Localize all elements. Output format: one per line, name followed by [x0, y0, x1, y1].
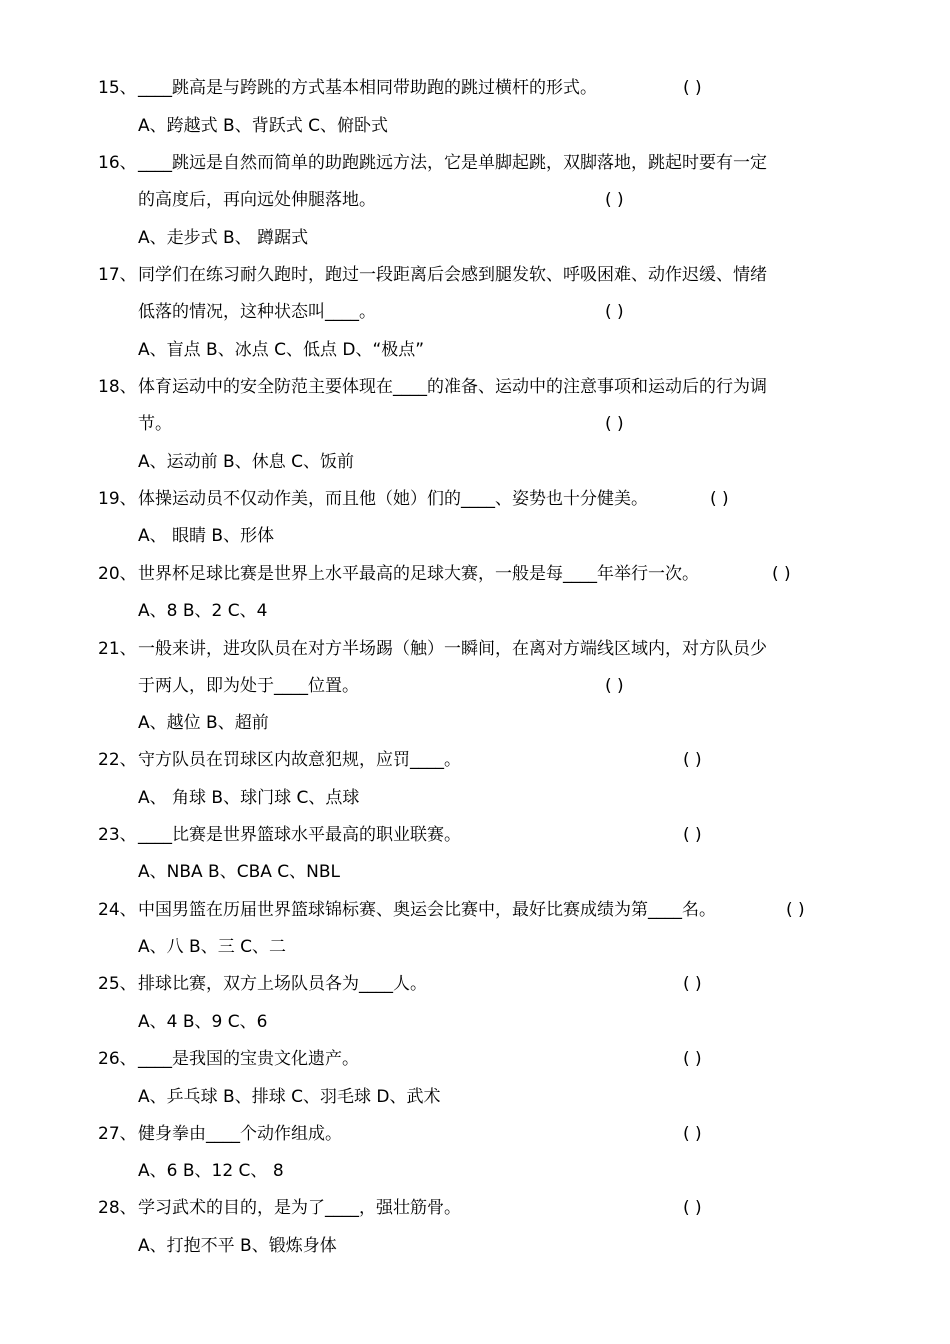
question-text: 中国男篮在历届世界篮球锦标赛、奥运会比赛中，最好比赛成绩为第____名。: [138, 900, 716, 920]
question-options: A、打抱不平 B、锻炼身体: [138, 1236, 337, 1256]
question-options: A、6 B、12 C、 8: [138, 1161, 284, 1181]
answer-blank: ( ): [605, 302, 624, 322]
question-options: A、越位 B、超前: [138, 713, 269, 733]
question-options: A、 角球 B、球门球 C、点球: [138, 788, 360, 808]
question-options: A、运动前 B、休息 C、饭前: [138, 452, 354, 472]
answer-blank: ( ): [605, 676, 624, 696]
question-number: 18、: [98, 377, 137, 397]
question-options: A、8 B、2 C、4: [138, 601, 268, 621]
question-text: 同学们在练习耐久跑时，跑过一段距离后会感到腿发软、呼吸困难、动作迟缓、情绪: [138, 265, 767, 285]
answer-blank: ( ): [683, 750, 702, 770]
answer-blank: ( ): [683, 1198, 702, 1218]
question-options: A、 眼睛 B、形体: [138, 526, 275, 546]
question-number: 27、: [98, 1124, 137, 1144]
question-number: 17、: [98, 265, 137, 285]
answer-blank: ( ): [786, 900, 805, 920]
question-number: 16、: [98, 153, 137, 173]
question-text: 排球比赛，双方上场队员各为____人。: [138, 974, 427, 994]
answer-blank: ( ): [683, 1049, 702, 1069]
question-number: 26、: [98, 1049, 137, 1069]
question-number: 19、: [98, 489, 137, 509]
question-number: 25、: [98, 974, 137, 994]
answer-blank: ( ): [710, 489, 729, 509]
answer-blank: ( ): [772, 564, 791, 584]
question-text: 世界杯足球比赛是世界上水平最高的足球大赛，一般是每____年举行一次。: [138, 564, 699, 584]
answer-blank: ( ): [683, 1124, 702, 1144]
question-text: 健身拳由____个动作组成。: [138, 1124, 342, 1144]
answer-blank: ( ): [605, 414, 624, 434]
question-number: 24、: [98, 900, 137, 920]
question-text: ____跳远是自然而简单的助跑跳远方法，它是单脚起跳，双脚落地，跳起时要有一定: [138, 153, 767, 173]
question-text: 的高度后，再向远处伸腿落地。: [138, 190, 376, 210]
answer-blank: ( ): [683, 974, 702, 994]
question-options: A、八 B、三 C、二: [138, 937, 286, 957]
question-text: 节。: [138, 414, 172, 434]
question-text: 低落的情况，这种状态叫____。: [138, 302, 376, 322]
question-text: 体育运动中的安全防范主要体现在____的准备、运动中的注意事项和运动后的行为调: [138, 377, 767, 397]
question-number: 20、: [98, 564, 137, 584]
question-options: A、走步式 B、 蹲踞式: [138, 228, 309, 248]
question-number: 21、: [98, 639, 137, 659]
question-options: A、NBA B、CBA C、NBL: [138, 862, 340, 882]
question-text: 守方队员在罚球区内故意犯规，应罚____。: [138, 750, 461, 770]
question-number: 28、: [98, 1198, 137, 1218]
question-text: 体操运动员不仅动作美，而且他（她）们的____、姿势也十分健美。: [138, 489, 648, 509]
question-options: A、盲点 B、冰点 C、低点 D、“极点”: [138, 340, 425, 360]
question-text: ____跳高是与跨跳的方式基本相同带助跑的跳过横杆的形式。: [138, 78, 597, 98]
answer-blank: ( ): [605, 190, 624, 210]
answer-blank: ( ): [683, 825, 702, 845]
question-text: 一般来讲，进攻队员在对方半场踢（触）一瞬间，在离对方端线区域内，对方队员少: [138, 639, 767, 659]
question-number: 22、: [98, 750, 137, 770]
question-options: A、跨越式 B、背跃式 C、俯卧式: [138, 116, 388, 136]
answer-blank: ( ): [683, 78, 702, 98]
question-text: 学习武术的目的，是为了____，强壮筋骨。: [138, 1198, 461, 1218]
question-text: ____比赛是世界篮球水平最高的职业联赛。: [138, 825, 461, 845]
question-text: ____是我国的宝贵文化遗产。: [138, 1049, 359, 1069]
question-options: A、乒乓球 B、排球 C、羽毛球 D、武术: [138, 1087, 441, 1107]
question-text: 于两人，即为处于____位置。: [138, 676, 359, 696]
question-number: 15、: [98, 78, 137, 98]
question-options: A、4 B、9 C、6: [138, 1012, 268, 1032]
question-number: 23、: [98, 825, 137, 845]
